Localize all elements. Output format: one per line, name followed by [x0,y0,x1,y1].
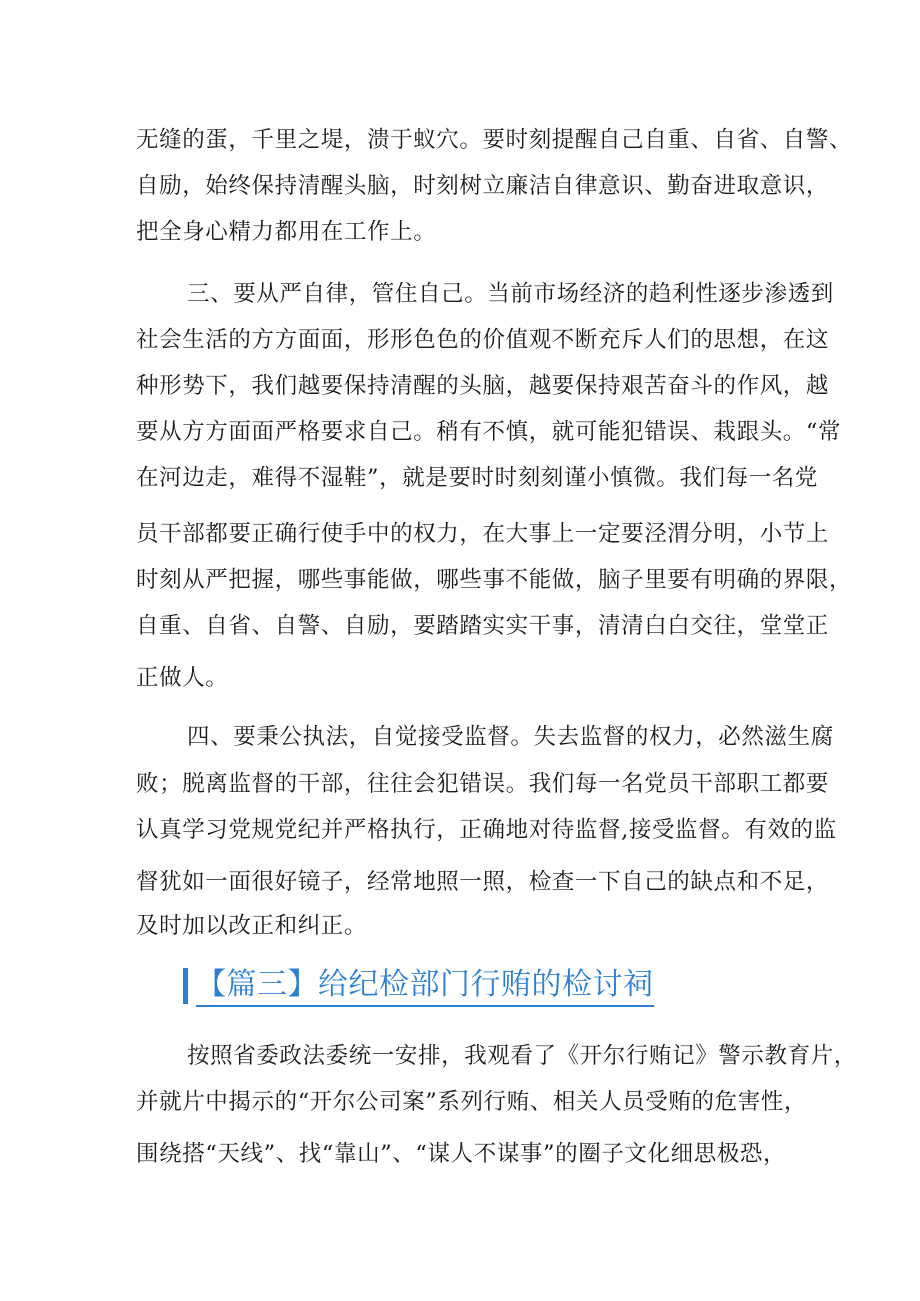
paragraph-line: 并就片中揭示的“开尔公司案”系列行贿、相关人员受贿的危害性， [136,1089,808,1115]
paragraph-line: 三、要从严自律，管住自己。当前市场经济的趋利性逐步渗透到 [187,281,834,307]
paragraph-line: 时刻从严把握，哪些事能做，哪些事不能做，脑子里要有明确的界限， [136,567,853,593]
paragraph-line: 自励，始终保持清醒头脑，时刻树立廉洁自律意识、勤奋进取意识， [136,173,830,199]
paragraph-line: 员干部都要正确行使手中的权力，在大事上一定要泾渭分明，小节上 [136,521,830,547]
paragraph-line: 把全身心精力都用在工作上。 [136,219,437,245]
section-heading [183,962,654,1010]
paragraph-line: 按照省委政法委统一安排，我观看了《开尔行贿记》警示教育片， [187,1043,857,1069]
paragraph-line: 四、要秉公执法，自觉接受监督。失去监督的权力，必然滋生腐 [187,724,834,750]
paragraph-line: 在河边走，难得不湿鞋”，就是要时时刻刻谨小慎微。我们每一名党 [136,465,819,491]
paragraph-line: 社会生活的方方面面，形形色色的价值观不断充斥人们的思想，在这 [136,327,830,353]
paragraph-line: 及时加以改正和纠正。 [136,913,368,939]
paragraph-line: 正做人。 [136,665,229,691]
paragraph-line: 自重、自省、自警、自励，要踏踏实实干事，清清白白交往，堂堂正 [136,613,830,639]
paragraph-line: 败；脱离监督的干部，往往会犯错误。我们每一名党员干部职工都要 [136,771,830,797]
paragraph-line: 围绕搭“天线”、找“靠山”、“谋人不谋事”的圈子文化细思极恐， [136,1141,787,1167]
paragraph-line: 认真学习党规党纪并严格执行，正确地对待监督,接受监督。有效的监 [136,817,837,843]
heading-bar [183,968,188,1004]
paragraph-line: 种形势下，我们越要保持清醒的头脑，越要保持艰苦奋斗的作风，越 [136,373,830,399]
paragraph-line: 无缝的蛋，千里之堤，溃于蚁穴。要时刻提醒自己自重、自省、自警、 [136,127,853,153]
paragraph-line: 要从方方面面严格要求自己。稍有不慎，就可能犯错误、栽跟头。“常 [136,419,842,445]
paragraph-line: 督犹如一面很好镜子，经常地照一照，检查一下自己的缺点和不足， [136,869,830,895]
section-heading-text: 【篇三】给纪检部门行贿的检讨祠 [196,965,654,1007]
